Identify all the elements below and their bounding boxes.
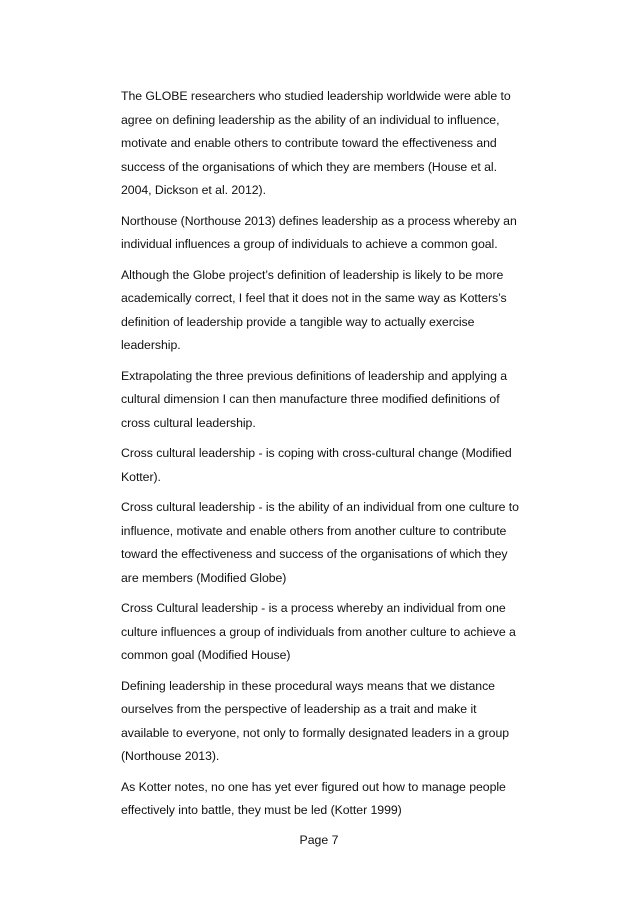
- paragraph: [121, 365, 547, 436]
- text-line: success of the organisations of which they are members (House et al.: [121, 159, 497, 174]
- text-line: The GLOBE researchers who studied leadership worldwide were able to: [121, 89, 511, 103]
- text-line: Cross cultural leadership - is coping with cross-cultural change (Modified: [121, 446, 512, 460]
- paragraph: [121, 210, 547, 257]
- paragraph: [121, 496, 547, 590]
- text-line: cultural dimension I can then manufacture three modified definitions of: [121, 392, 500, 406]
- paragraph: [121, 264, 547, 358]
- text-line: cross cultural leadership.: [121, 415, 256, 430]
- text-line: ourselves from the perspective of leadership as a trait and make it: [121, 702, 477, 716]
- text-line: individual influences a group of individuals to achieve a common goal.: [121, 237, 498, 251]
- text-line: Northouse (Northouse 2013) defines leadership as a process whereby an: [121, 213, 517, 228]
- text-line: motivate and enable others to contribute toward the effectiveness and: [121, 136, 497, 150]
- text-line: are members (Modified Globe): [121, 570, 287, 585]
- text-line: academically correct, I feel that it does not in the same way as Kotters’s: [121, 291, 507, 305]
- paragraph: [121, 597, 547, 668]
- paragraph: [121, 776, 547, 823]
- text-line: culture influences a group of individuals from another culture to achieve a: [121, 624, 516, 639]
- text-line: As Kotter notes, no one has yet ever figured out how to manage people: [121, 779, 506, 794]
- paragraph: [121, 675, 547, 769]
- text-line: definition of leadership provide a tangible way to actually exercise: [121, 314, 475, 329]
- page-number: Page 7: [299, 833, 339, 847]
- paragraph: [121, 85, 547, 203]
- text-line: Extrapolating the three previous definitions of leadership and applying a: [121, 368, 508, 383]
- text-line: Cross Cultural leadership - is a process whereby an individual from one: [121, 601, 506, 615]
- text-line: (Northouse 2013).: [121, 749, 220, 763]
- text-line: influence, motivate and enable others from another culture to contribute: [121, 523, 507, 538]
- text-line: 2004, Dickson et al. 2012).: [121, 183, 266, 197]
- text-line: agree on defining leadership as the ability of an individual to influence,: [121, 112, 500, 127]
- text-line: Cross cultural leadership - is the ability of an individual from one culture to: [121, 500, 519, 514]
- text-line: Although the Globe project’s definition of leadership is likely to be more: [121, 267, 504, 282]
- text-line: common goal (Modified House): [121, 648, 291, 662]
- text-line: Kotter).: [121, 469, 161, 484]
- text-line: available to everyone, not only to formally designated leaders in a group: [121, 725, 510, 740]
- text-line: leadership.: [121, 338, 181, 352]
- body-text: [121, 85, 547, 830]
- text-line: toward the effectiveness and success of the organisations of which they: [121, 547, 508, 561]
- paragraph: [121, 442, 547, 489]
- text-line: effectively into battle, they must be led (Kotter 1999): [121, 803, 402, 817]
- text-line: Defining leadership in these procedural ways means that we distance: [121, 678, 495, 693]
